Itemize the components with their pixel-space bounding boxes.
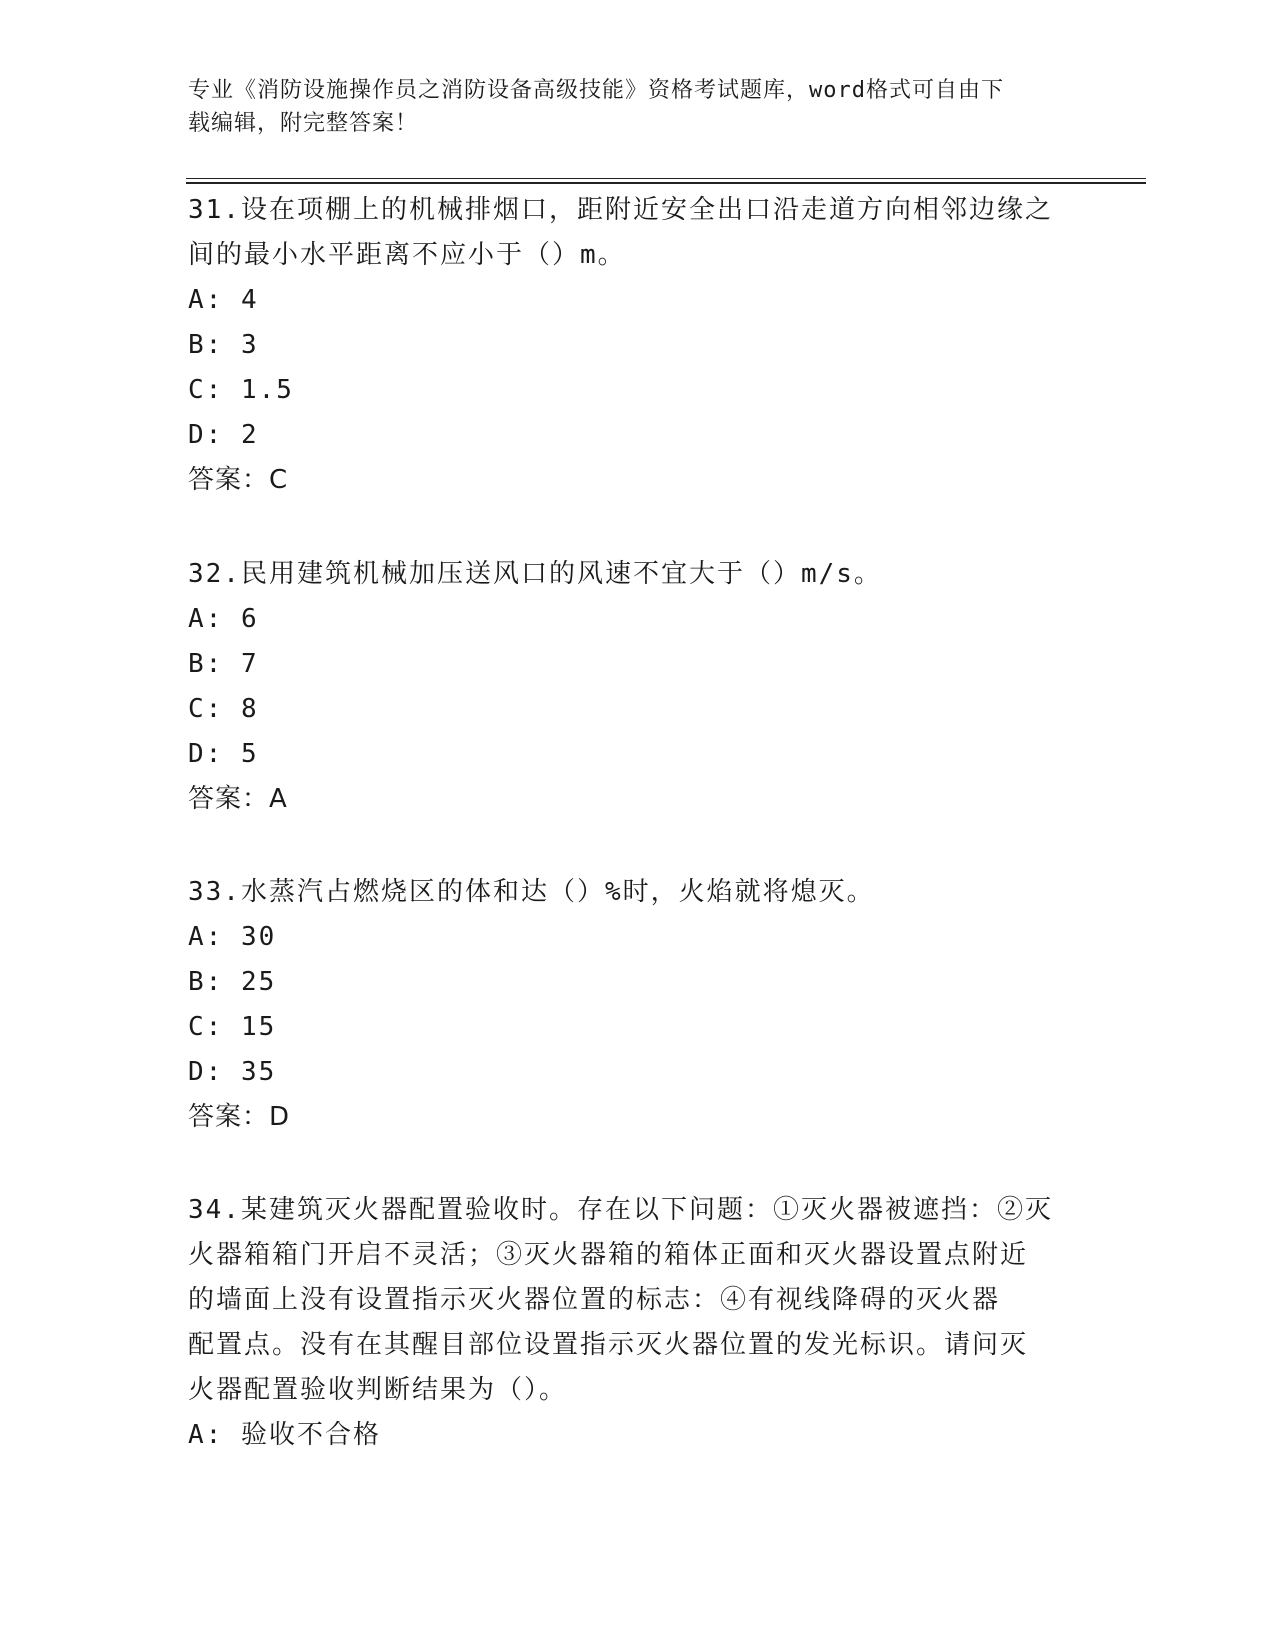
answer-text: 答案：C	[188, 465, 289, 495]
header-divider-thin	[186, 178, 1146, 179]
option-d: D: 2	[188, 420, 259, 450]
answer-text: 答案：D	[188, 1102, 291, 1132]
question-31	[188, 188, 1088, 503]
header-line-2: 载编辑，附完整答案！	[188, 111, 419, 136]
question-34	[188, 1188, 1088, 1458]
question-stem-line: 配置点。没有在其醒目部位设置指示灭火器位置的发光标识。请问灭	[188, 1330, 1029, 1360]
question-32	[188, 552, 1088, 822]
question-stem-line: 31.设在项棚上的机械排烟口，距附近安全出口沿走道方向相邻边缘之	[188, 195, 1053, 225]
question-stem-line: 火器配置验收判断结果为（）。	[188, 1375, 568, 1405]
document-header	[188, 74, 1068, 140]
question-33	[188, 870, 1088, 1140]
answer-text: 答案：A	[188, 784, 288, 814]
option-c: C: 1.5	[188, 375, 294, 405]
option-c: C: 8	[188, 694, 259, 724]
header-line-1: 专业《消防设施操作员之消防设备高级技能》资格考试题库，word格式可自由下	[188, 78, 1004, 103]
question-stem-line: 32.民用建筑机械加压送风口的风速不宜大于（）m/s。	[188, 559, 882, 589]
question-stem-line: 34.某建筑灭火器配置验收时。存在以下问题：①灭火器被遮挡：②灭	[188, 1195, 1053, 1225]
option-c: C: 15	[188, 1012, 277, 1042]
option-d: D: 35	[188, 1057, 277, 1087]
option-b: B: 7	[188, 649, 259, 679]
option-a: A: 30	[188, 922, 277, 952]
option-a: A: 6	[188, 604, 259, 634]
option-a: A: 验收不合格	[188, 1420, 381, 1450]
header-divider-thick	[186, 182, 1146, 184]
option-b: B: 25	[188, 967, 277, 997]
question-stem-line: 33.水蒸汽占燃烧区的体和达（）%时，火焰就将熄灭。	[188, 877, 875, 907]
question-stem-line: 的墙面上没有设置指示灭火器位置的标志：④有视线降碍的灭火器	[188, 1285, 1001, 1315]
option-a: A: 4	[188, 285, 259, 315]
option-d: D: 5	[188, 739, 259, 769]
question-stem-line: 间的最小水平距离不应小于（）m。	[188, 240, 626, 270]
question-stem-line: 火器箱箱门开启不灵活；③灭火器箱的箱体正面和灭火器设置点附近	[188, 1240, 1029, 1270]
option-b: B: 3	[188, 330, 259, 360]
